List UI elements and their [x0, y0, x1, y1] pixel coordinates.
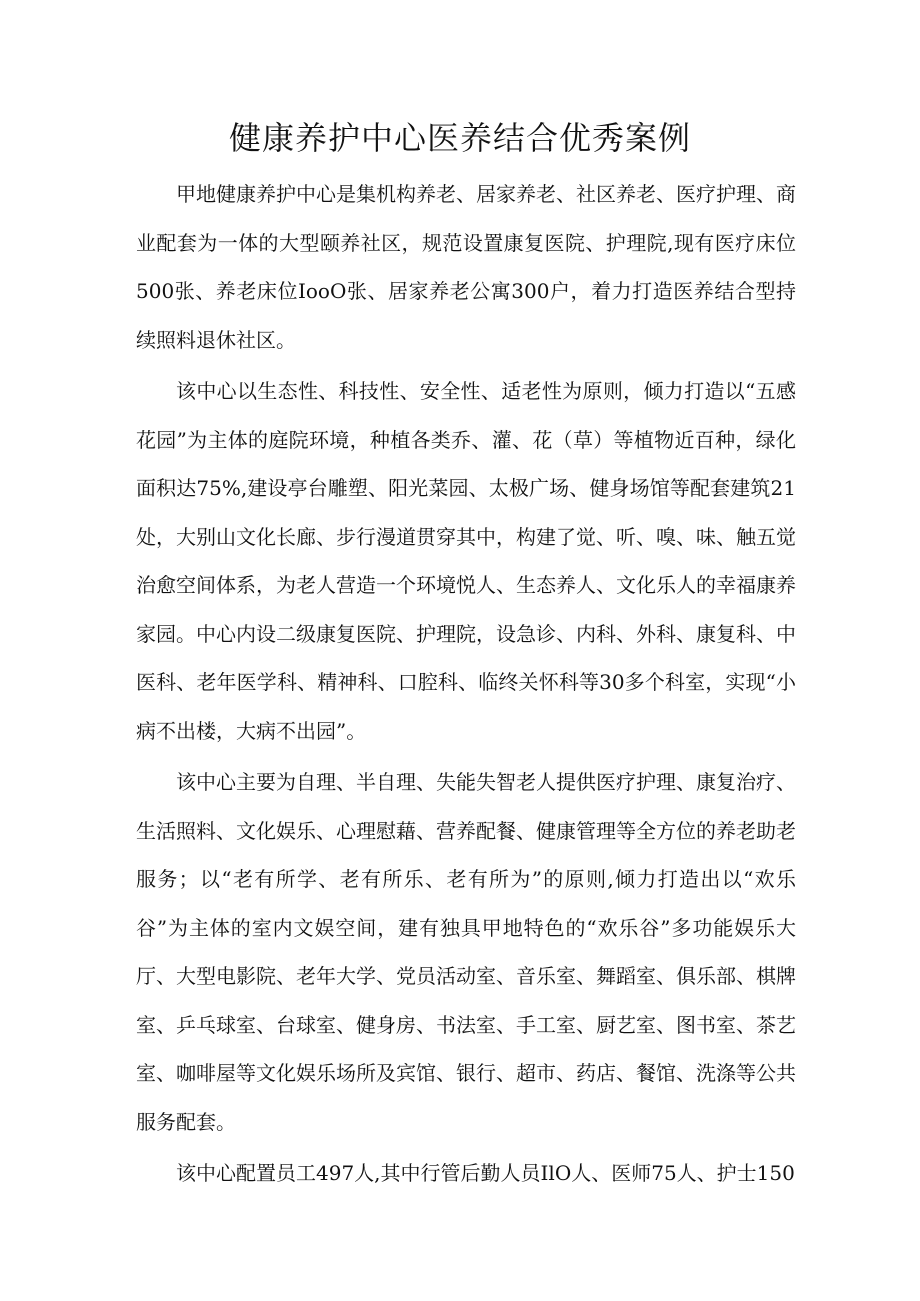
- paragraph-services: 该中心主要为自理、半自理、失能失智老人提供医疗护理、康复治疗、生活照料、文化娱乐、心理慰藉、营养配餐、健康管理等全方位的养老助老服务；以“老有所学、老有所乐、老有所为”的原则,倾力打造出以“欢乐谷”为主体的室内文娱空间，建有独具甲地特色的“欢乐谷”多功能娱乐大厅、大型电影院、老年大学、党员活动室、音乐室、舞蹈室、俱乐部、棋牌室、乒乓球室、台球室、健身房、书法室、手工室、厨艺室、图书室、茶艺室、咖啡屋等文化娱乐场所及宾馆、银行、超市、药店、餐馆、洗涤等公共服务配套。: [136, 770, 796, 1134]
- document-title: 健康养护中心医养结合优秀案例: [228, 119, 691, 157]
- paragraph-intro: 甲地健康养护中心是集机构养老、居家养老、社区养老、医疗护理、商业配套为一体的大型颐养社区，规范设置康复医院、护理院,现有医疗床位500张、养老床位IooO张、居家养老公寓300户，着力打造医养结合型持续照料退休社区。: [136, 182, 796, 352]
- paragraph-environment: 该中心以生态性、科技性、安全性、适老性为原则，倾力打造以“五感花园”为主体的庭院环境，种植各类乔、灌、花（草）等植物近百种，绿化面积达75%,建设亭台雕塑、阳光菜园、太极广场、健身场馆等配套建筑21处，大别山文化长廊、步行漫道贯穿其中，构建了觉、听、嗅、味、触五觉治愈空间体系，为老人营造一个环境悦人、生态养人、文化乐人的幸福康养家园。中心内设二级康复医院、护理院，设急诊、内科、外科、康复科、中医科、老年医学科、精神科、口腔科、临终关怀科等30多个科室，实现“小病不出楼，大病不出园”。: [136, 379, 796, 743]
- paragraph-staff: 该中心配置员工497人,其中行管后勤人员IlO人、医师75人、护士150: [176, 1161, 795, 1185]
- document-body: [136, 170, 796, 1198]
